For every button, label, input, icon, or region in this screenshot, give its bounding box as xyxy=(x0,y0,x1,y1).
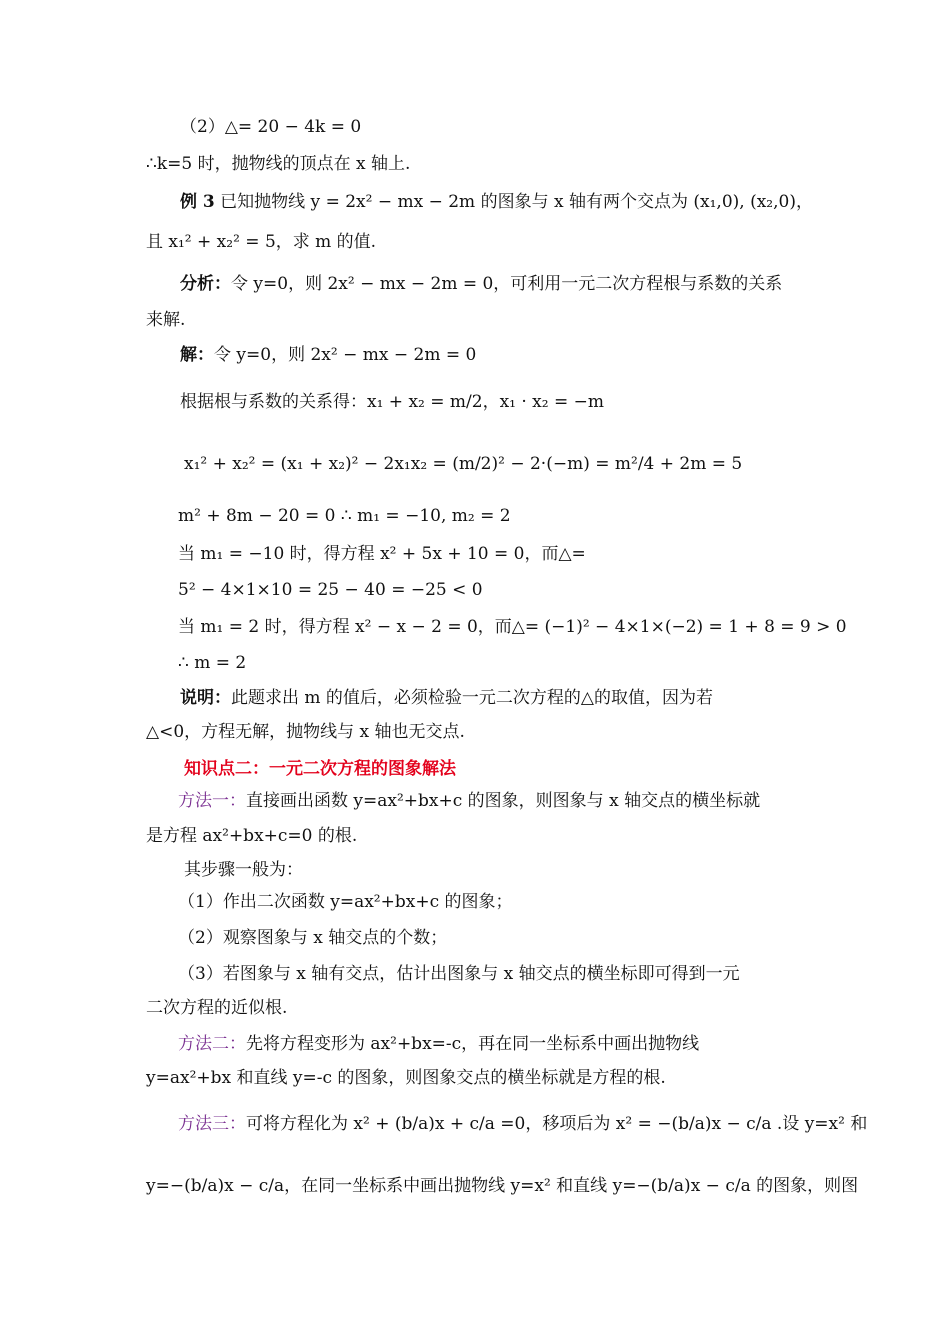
vieta-formula: x₁ + x₂ = m/2，x₁ · x₂ = −m xyxy=(367,392,605,412)
example-3 xyxy=(180,190,813,214)
solution-line xyxy=(180,343,476,367)
step-1: （1）作出二次函数 y=ax²+bx+c 的图象； xyxy=(178,892,513,912)
method-1-text: 直接画出函数 y=ax²+bx+c 的图象，则图象与 x 轴交点的横坐标就 xyxy=(246,791,761,811)
sum-of-squares-line: x₁² + x₂² = (x₁ + x₂)² − 2x₁x₂ = (m/2)² − 2·(−m) = m²/4 + 2m = 5 xyxy=(184,454,743,474)
case-m1-calc-line: 5² − 4×1×10 = 25 − 40 = −25 < 0 xyxy=(178,580,483,600)
method-3-label: 方法三： xyxy=(178,1114,246,1134)
note-label: 说明： xyxy=(180,688,231,708)
method-3-text: 可将方程化为 x² + (b/a)x + c/a =0，移项后为 x² = −(b/a)x − c/a .设 y=x² 和 xyxy=(246,1114,868,1134)
example-text: 已知抛物线 y = 2x² − mx − 2m 的图象与 x 轴有两个交点为 (x₁,0), (x₂,0)， xyxy=(220,192,813,212)
analysis-line xyxy=(180,272,782,296)
case-m1-line: 当 m₁ = −10 时，得方程 x² + 5x + 10 = 0，而△= xyxy=(178,544,586,564)
method-1-continued: 是方程 ax²+bx+c=0 的根. xyxy=(146,826,358,846)
method-2-label: 方法二： xyxy=(178,1034,246,1054)
quadratic-in-m-line: m² + 8m − 20 = 0 ∴ m₁ = −10, m₂ = 2 xyxy=(178,506,511,526)
step-3: （3）若图象与 x 轴有交点，估计出图象与 x 轴交点的横坐标即可得到一元 xyxy=(178,964,740,984)
method-1-line xyxy=(178,789,760,813)
method-1-label: 方法一： xyxy=(178,791,246,811)
note-text: 此题求出 m 的值后，必须检验一元二次方程的△的取值，因为若 xyxy=(231,688,714,708)
method-3-continued: y=−(b/a)x − c/a，在同一坐标系中画出抛物线 y=x² 和直线 y=−(b/a)x − c/a 的图象，则图 xyxy=(146,1176,859,1196)
vieta-prefix: 根据根与系数的关系得： xyxy=(180,392,367,412)
line-delta-k: （2）△= 20 − 4k = 0 xyxy=(180,117,362,137)
method-3-line xyxy=(178,1112,867,1136)
method-2-text: 先将方程变形为 ax²+bx=-c，再在同一坐标系中画出抛物线 xyxy=(246,1034,700,1054)
analysis-continued: 来解. xyxy=(146,310,186,330)
solution-label: 解： xyxy=(180,345,214,365)
analysis-label: 分析： xyxy=(180,274,231,294)
method-2-continued: y=ax²+bx 和直线 y=-c 的图象，则图象交点的横坐标就是方程的根. xyxy=(146,1068,666,1088)
step-3-continued: 二次方程的近似根. xyxy=(146,998,288,1018)
note-line xyxy=(180,686,713,710)
case-m2-line: 当 m₁ = 2 时，得方程 x² − x − 2 = 0，而△= (−1)² − 4×1×(−2) = 1 + 8 = 9 > 0 xyxy=(178,617,847,637)
result-line: ∴ m = 2 xyxy=(178,653,247,673)
note-continued: △<0，方程无解，抛物线与 x 轴也无交点. xyxy=(146,722,465,742)
example-3-continued: 且 x₁² + x₂² = 5，求 m 的值. xyxy=(146,232,377,252)
example-label: 例 3 xyxy=(180,192,215,212)
analysis-text: 令 y=0，则 2x² − mx − 2m = 0，可利用一元二次方程根与系数的关系 xyxy=(231,274,783,294)
step-2: （2）观察图象与 x 轴交点的个数； xyxy=(178,928,448,948)
steps-intro: 其步骤一般为： xyxy=(184,860,303,880)
line-k-result: ∴k=5 时，抛物线的顶点在 x 轴上. xyxy=(146,154,411,174)
section-title: 知识点二：一元二次方程的图象解法 xyxy=(184,759,456,779)
method-2-line xyxy=(178,1032,699,1056)
vieta-line xyxy=(180,390,604,414)
solution-text: 令 y=0，则 2x² − mx − 2m = 0 xyxy=(214,345,477,365)
